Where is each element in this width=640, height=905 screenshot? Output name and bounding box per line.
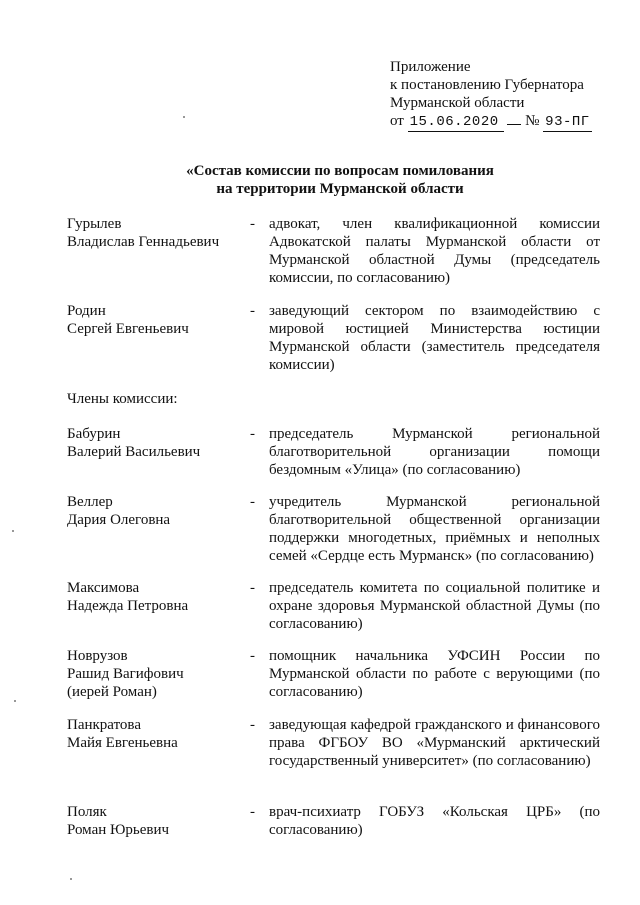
member-surname: Бабурин [67, 426, 121, 442]
member-clergy-name: (иерей Роман) [67, 684, 157, 700]
appendix-line-3: Мурманской области [390, 95, 525, 111]
scan-speck [12, 530, 14, 532]
member-role: врач-психиатр ГОБУЗ «Кольская ЦРБ» (по согласованию) [269, 804, 600, 838]
appendix-line-2: к постановлению Губернатора [390, 77, 584, 93]
scan-speck [183, 116, 185, 118]
member-dash: - [250, 494, 255, 510]
member-role: председатель Мурманской региональной благотворительной организации помощи бездомным «Улица» (по согласованию) [269, 426, 600, 478]
appendix-header [390, 58, 630, 132]
member-dash: - [250, 717, 255, 733]
member-dash: - [250, 426, 255, 442]
date-prefix: от [390, 113, 404, 129]
member-given-names: Майя Евгеньевна [67, 735, 178, 751]
member-given-names: Валерий Васильевич [67, 444, 201, 460]
member-name [67, 716, 247, 752]
member-name [67, 215, 247, 251]
title-line-1: «Состав комиссии по вопросам помилования [186, 163, 494, 179]
member-surname: Гурылев [67, 216, 122, 232]
member-role: председатель комитета по социальной политике и охране здоровья Мурманской областной Думы (по согласованию) [269, 580, 600, 632]
member-role: адвокат, член квалификационной комиссии Адвокатской палаты Мурманской области от Мурманской областной Думы (председатель комиссии, по согласованию) [269, 216, 600, 286]
member-given-names: Рашид Вагифович [67, 666, 184, 682]
appendix-date-line [390, 112, 630, 132]
member-role: заведующий сектором по взаимодействию с мировой юстицией Министерства юстиции Мурманской области (заместитель председателя комиссии) [269, 303, 600, 373]
member-surname: Максимова [67, 580, 140, 596]
member-dash: - [250, 804, 255, 820]
member-role: заведующая кафедрой гражданского и финансового права ФГБОУ ВО «Мурманский арктический государственный университет» (по согласованию) [269, 717, 600, 769]
date-underline-tail [507, 124, 521, 125]
member-given-names: Сергей Евгеньевич [67, 321, 189, 337]
member-dash: - [250, 580, 255, 596]
member-name [67, 302, 247, 338]
member-surname: Веллер [67, 494, 113, 510]
member-dash: - [250, 216, 255, 232]
title-line-2: на территории Мурманской области [216, 181, 464, 197]
member-role: учредитель Мурманской региональной благотворительной общественной организации поддержки многодетных, приёмных и неполных семей «Сердце есть Мурманск» (по согласованию) [269, 494, 600, 564]
member-surname: Панкратова [67, 717, 141, 733]
member-role: помощник начальника УФСИН России по Мурманской области по работе с верующими (по согласованию) [269, 648, 600, 700]
scan-speck [14, 700, 16, 702]
member-name [67, 579, 247, 615]
member-name [67, 425, 247, 461]
member-name [67, 803, 247, 839]
member-dash: - [250, 303, 255, 319]
member-given-names: Дария Олеговна [67, 512, 171, 528]
member-given-names: Роман Юрьевич [67, 822, 170, 838]
document-date: 15.06.2020 [408, 113, 504, 132]
member-surname: Поляк [67, 804, 107, 820]
member-name [67, 493, 247, 529]
number-prefix: № [525, 113, 540, 129]
document-number: 93-ПГ [545, 114, 590, 130]
member-surname: Новрузов [67, 648, 128, 664]
member-dash: - [250, 648, 255, 664]
appendix-line-1: Приложение [390, 59, 471, 75]
members-section-label: Члены комиссии: [67, 391, 178, 407]
member-given-names: Надежда Петровна [67, 598, 189, 614]
document-title [60, 162, 620, 198]
member-surname: Родин [67, 303, 106, 319]
member-given-names: Владислав Геннадьевич [67, 234, 220, 250]
member-name [67, 647, 247, 701]
scan-speck [70, 878, 72, 880]
